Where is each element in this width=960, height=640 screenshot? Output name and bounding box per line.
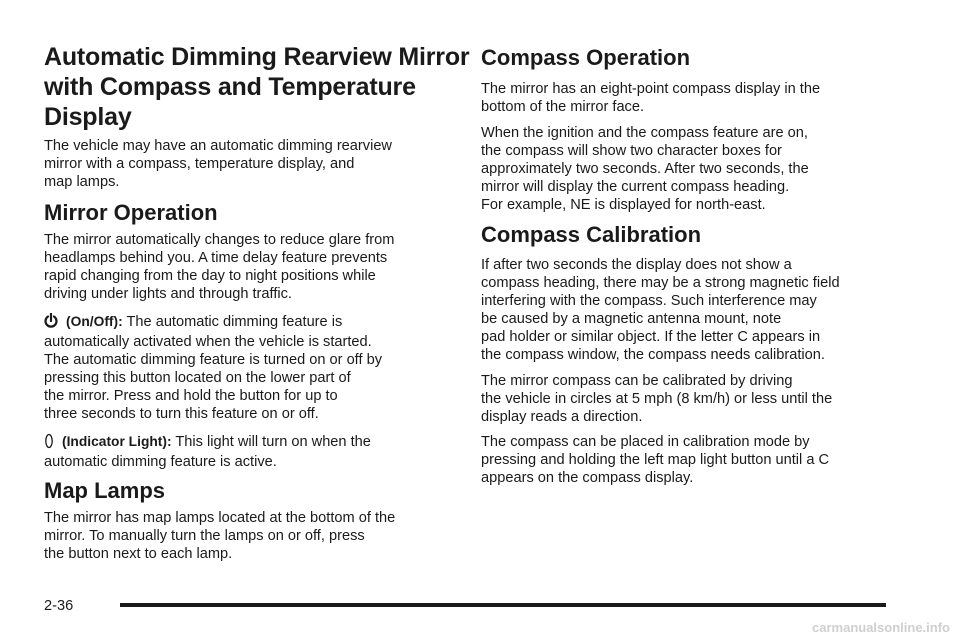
calib-p1-line-6: the compass window, the compass needs calibration. [481, 347, 825, 363]
compass-calibration-heading: Compass Calibration [481, 222, 702, 247]
calib-p1-line-3: interfering with the compass. Such interference may [481, 293, 817, 309]
indicator-line-2: automatic dimming feature is active. [44, 454, 277, 470]
on-off-first-line [44, 313, 342, 334]
mirror-op-line-4: driving under lights and through traffic. [44, 286, 292, 302]
compass-op-p2-line-5: For example, NE is displayed for north-east. [481, 197, 766, 213]
map-lamps-line-1: The mirror has map lamps located at the bottom of the [44, 510, 396, 526]
on-off-line-3: The automatic dimming feature is turned on or off by [44, 352, 382, 368]
calib-p3-line-2: pressing and holding the left map light button until a C [481, 452, 830, 468]
map-lamps-line-3: the button next to each lamp. [44, 546, 233, 562]
footer-divider [120, 603, 886, 607]
map-lamps-line-2: mirror. To manually turn the lamps on or off, press [44, 528, 365, 544]
intro-line-3: map lamps. [44, 174, 120, 190]
power-icon [44, 313, 58, 334]
page-title-line-3: Display [44, 103, 132, 131]
on-off-text: The automatic dimming feature is [126, 314, 343, 330]
on-off-line-2: automatically activated when the vehicle is started. [44, 334, 372, 350]
compass-op-p2-line-3: approximately two seconds. After two seconds, the [481, 161, 809, 177]
mirror-operation-heading: Mirror Operation [44, 200, 218, 225]
intro-line-2: mirror with a compass, temperature display, and [44, 156, 355, 172]
on-off-line-6: three seconds to turn this feature on or off. [44, 406, 319, 422]
indicator-text: This light will turn on when the [175, 434, 371, 450]
calib-p1-line-1: If after two seconds the display does not show a [481, 257, 792, 273]
calib-p2-line-3: display reads a direction. [481, 409, 643, 425]
calib-p2-line-1: The mirror compass can be calibrated by driving [481, 373, 793, 389]
calib-p1-line-2: compass heading, there may be a strong magnetic field [481, 275, 840, 291]
calib-p1-line-4: be caused by a magnetic antenna mount, note [481, 311, 782, 327]
indicator-label: (Indicator Light): [62, 434, 172, 449]
intro-line-1: The vehicle may have an automatic dimming rearview [44, 138, 392, 154]
watermark: carmanualsonline.info [812, 620, 950, 635]
calib-p3-line-3: appears on the compass display. [481, 470, 694, 486]
compass-op-p2-line-1: When the ignition and the compass feature are on, [481, 125, 808, 141]
mirror-op-line-2: headlamps behind you. A time delay feature prevents [44, 250, 388, 266]
page-title-line-1: Automatic Dimming Rearview Mirror [44, 43, 470, 71]
compass-op-p2-line-4: mirror will display the current compass heading. [481, 179, 790, 195]
compass-op-p1-line-1: The mirror has an eight-point compass display in the [481, 81, 821, 97]
page-number: 2-36 [44, 598, 74, 614]
calib-p2-line-2: the vehicle in circles at 5 mph (8 km/h) or less until the [481, 391, 833, 407]
compass-op-p2-line-2: the compass will show two character boxes for [481, 143, 782, 159]
on-off-line-5: the mirror. Press and hold the button for up to [44, 388, 338, 404]
compass-op-p1-line-2: bottom of the mirror face. [481, 99, 645, 115]
mirror-op-line-1: The mirror automatically changes to reduce glare from [44, 232, 395, 248]
indicator-first-line [44, 433, 371, 454]
calib-p1-line-5: pad holder or similar object. If the letter C appears in [481, 329, 821, 345]
mirror-op-line-3: rapid changing from the day to night positions while [44, 268, 376, 284]
map-lamps-heading: Map Lamps [44, 478, 166, 503]
calib-p3-line-1: The compass can be placed in calibration mode by [481, 434, 810, 450]
indicator-light-icon [44, 433, 54, 454]
on-off-label: (On/Off): [66, 314, 123, 329]
page-title-line-2: with Compass and Temperature [44, 73, 416, 101]
on-off-line-4: pressing this button located on the lower part of [44, 370, 351, 386]
compass-operation-heading: Compass Operation [481, 45, 691, 70]
